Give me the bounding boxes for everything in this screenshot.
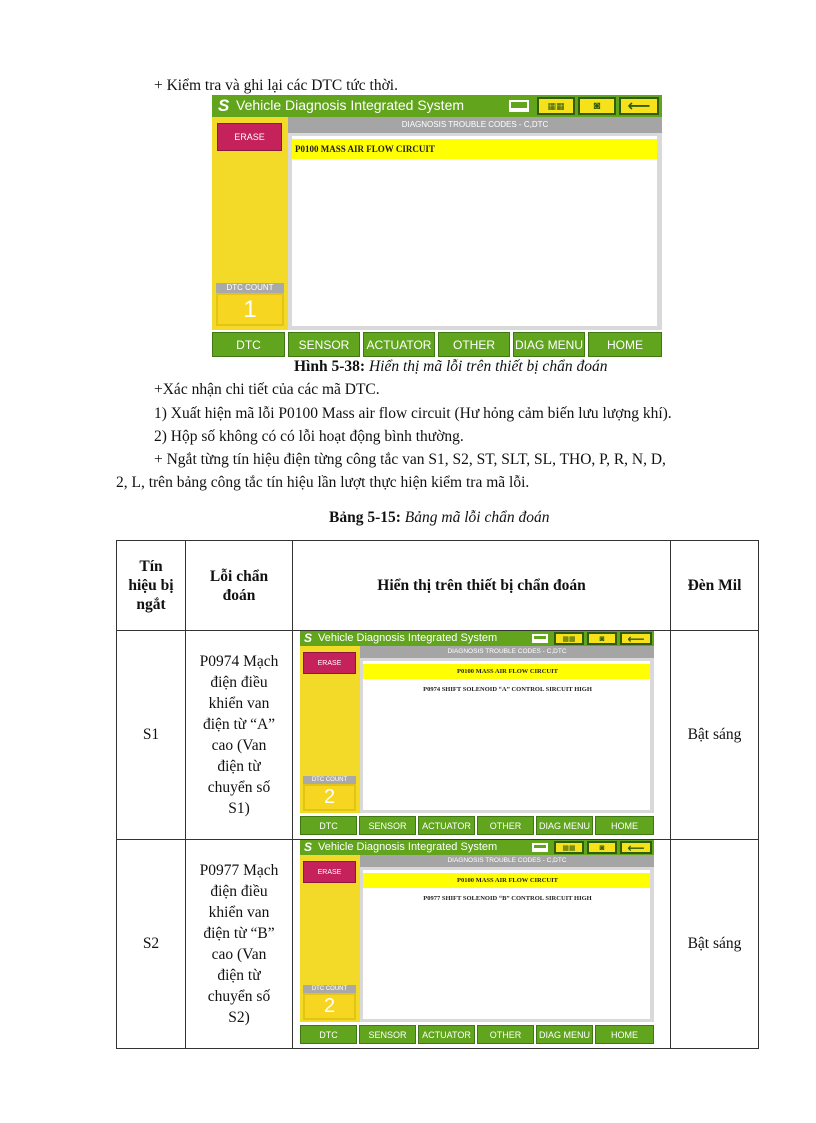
- nav-actuator-button[interactable]: ACTUATOR: [418, 816, 475, 835]
- header-mil: Đèn Mil: [671, 541, 759, 631]
- diagnosis-screen-main: [212, 95, 662, 357]
- dtc-table: [116, 540, 759, 1049]
- nav-other-button[interactable]: OTHER: [477, 1025, 534, 1044]
- nav-dtc-button[interactable]: DTC: [300, 816, 357, 835]
- dtc-count-label: DTC COUNT: [303, 776, 356, 784]
- dtc-list-item[interactable]: P0974 SHIFT SOLENOID “A” CONTROL SIRCUIT HIGH: [423, 686, 592, 693]
- nav-other-button[interactable]: OTHER: [438, 332, 510, 357]
- dtc-list-item[interactable]: P0977 SHIFT SOLENOID “B” CONTROL SIRCUIT HIGH: [423, 895, 592, 902]
- table-caption: [329, 509, 549, 527]
- intro-text: + Kiểm tra và ghi lại các DTC tức thời.: [154, 77, 398, 94]
- dtc-list-item[interactable]: P0100 MASS AIR FLOW CIRCUIT: [363, 664, 650, 679]
- nav-actuator-button[interactable]: ACTUATOR: [363, 332, 435, 357]
- table-row: [117, 840, 759, 1049]
- nav-dtc-button[interactable]: DTC: [212, 332, 285, 357]
- screen-title-bar: [212, 95, 662, 117]
- keyboard-icon[interactable]: ▦▦: [554, 632, 584, 645]
- figure-caption-text: Hiển thị mã lỗi trên thiết bị chẩn đoán: [368, 358, 608, 375]
- dtc-count-value: 2: [303, 993, 356, 1020]
- table-header-row: [117, 541, 759, 631]
- dtc-count-value: 2: [303, 784, 356, 811]
- signal-cell: S1: [117, 631, 186, 840]
- error-cell: P0974 Mạch điện điều khiển van điện từ “A” cao (Van điện từ chuyển số S1): [186, 631, 293, 840]
- erase-button[interactable]: ERASE: [217, 123, 282, 151]
- screen-left-panel: [300, 646, 360, 813]
- camera-icon[interactable]: ◙: [578, 97, 616, 115]
- dtc-list: [292, 136, 657, 326]
- nav-diag-menu-button[interactable]: DIAG MENU: [536, 816, 593, 835]
- figure-caption: [294, 358, 607, 376]
- screen-title-bar: [300, 840, 654, 855]
- paragraph: +Xác nhận chi tiết của các mã DTC.: [154, 381, 380, 398]
- erase-button[interactable]: ERASE: [303, 861, 356, 883]
- nav-other-button[interactable]: OTHER: [477, 816, 534, 835]
- dtc-panel-header: DIAGNOSIS TROUBLE CODES - C,DTC: [360, 646, 654, 658]
- nav-actuator-button[interactable]: ACTUATOR: [418, 1025, 475, 1044]
- keyboard-icon[interactable]: ▦▦: [537, 97, 575, 115]
- diagnosis-screen-s1: [300, 631, 654, 835]
- erase-button[interactable]: ERASE: [303, 652, 356, 674]
- screen-cell: [293, 631, 671, 840]
- back-arrow-icon[interactable]: ⟵: [620, 632, 652, 645]
- app-logo: S: [218, 96, 230, 115]
- table-caption-label: Bảng 5-15:: [329, 509, 401, 526]
- nav-sensor-button[interactable]: SENSOR: [359, 1025, 416, 1044]
- dtc-panel: [360, 646, 654, 813]
- mil-cell: Bật sáng: [671, 840, 759, 1049]
- paragraph: + Ngắt từng tín hiệu điện từng công tắc van S1, S2, ST, SLT, SL, THO, P, R, N, D,: [154, 451, 666, 468]
- screen-cell: [293, 840, 671, 1049]
- diagnosis-screen-s2: [300, 840, 654, 1044]
- camera-icon[interactable]: ◙: [587, 632, 617, 645]
- figure-caption-label: Hình 5-38:: [294, 358, 366, 375]
- dtc-list-item[interactable]: P0100 MASS AIR FLOW CIRCUIT: [292, 139, 657, 159]
- camera-icon[interactable]: ◙: [587, 841, 617, 854]
- paragraph: 2) Hộp số không có có lỗi hoạt động bình thường.: [154, 428, 464, 445]
- dtc-panel-header: DIAGNOSIS TROUBLE CODES - C,DTC: [360, 855, 654, 867]
- screen-nav-bar: [212, 330, 662, 357]
- dtc-panel: [360, 855, 654, 1022]
- paragraph: 1) Xuất hiện mã lỗi P0100 Mass air flow circuit (Hư hỏng cảm biến lưu lượng khí).: [154, 405, 672, 422]
- app-logo: S: [304, 840, 313, 854]
- screen-title: Vehicle Diagnosis Integrated System: [318, 632, 498, 644]
- table-caption-text: Bảng mã lỗi chẩn đoán: [404, 509, 550, 526]
- screen-nav-bar: [300, 1023, 654, 1044]
- back-arrow-icon[interactable]: ⟵: [619, 97, 659, 115]
- screen-title: Vehicle Diagnosis Integrated System: [236, 97, 465, 113]
- nav-diag-menu-button[interactable]: DIAG MENU: [536, 1025, 593, 1044]
- dtc-list: [363, 661, 650, 810]
- error-cell: P0977 Mạch điện điều khiển van điện từ “B” cao (Van điện từ chuyển số S2): [186, 840, 293, 1049]
- nav-sensor-button[interactable]: SENSOR: [288, 332, 360, 357]
- nav-home-button[interactable]: HOME: [595, 1025, 654, 1044]
- dtc-list-item[interactable]: P0100 MASS AIR FLOW CIRCUIT: [363, 873, 650, 888]
- nav-dtc-button[interactable]: DTC: [300, 1025, 357, 1044]
- nav-home-button[interactable]: HOME: [595, 816, 654, 835]
- keyboard-icon[interactable]: ▦▦: [554, 841, 584, 854]
- signal-cell: S2: [117, 840, 186, 1049]
- paragraph: 2, L, trên bảng công tắc tín hiệu lần lượt thực hiện kiểm tra mã lỗi.: [116, 474, 530, 491]
- mil-cell: Bật sáng: [671, 631, 759, 840]
- dtc-panel-header: DIAGNOSIS TROUBLE CODES - C,DTC: [288, 117, 662, 133]
- table-row: [117, 631, 759, 840]
- screen-title-bar: [300, 631, 654, 646]
- dtc-count-label: DTC COUNT: [216, 283, 284, 293]
- nav-diag-menu-button[interactable]: DIAG MENU: [513, 332, 585, 357]
- header-signal: Tín hiệu bị ngắt: [117, 541, 186, 631]
- nav-sensor-button[interactable]: SENSOR: [359, 816, 416, 835]
- screen-left-panel: [212, 117, 288, 330]
- dtc-panel: [288, 117, 662, 330]
- header-error: Lỗi chẩn đoán: [186, 541, 293, 631]
- nav-home-button[interactable]: HOME: [588, 332, 662, 357]
- app-logo: S: [304, 631, 313, 645]
- monitor-icon[interactable]: [532, 634, 548, 643]
- dtc-count-label: DTC COUNT: [303, 985, 356, 993]
- dtc-count-value: 1: [216, 293, 284, 326]
- header-display: Hiển thị trên thiết bị chẩn đoán: [293, 541, 671, 631]
- dtc-list: [363, 870, 650, 1019]
- monitor-icon[interactable]: [532, 843, 548, 852]
- screen-left-panel: [300, 855, 360, 1022]
- back-arrow-icon[interactable]: ⟵: [620, 841, 652, 854]
- screen-title: Vehicle Diagnosis Integrated System: [318, 841, 498, 853]
- screen-nav-bar: [300, 814, 654, 835]
- monitor-icon[interactable]: [509, 100, 529, 112]
